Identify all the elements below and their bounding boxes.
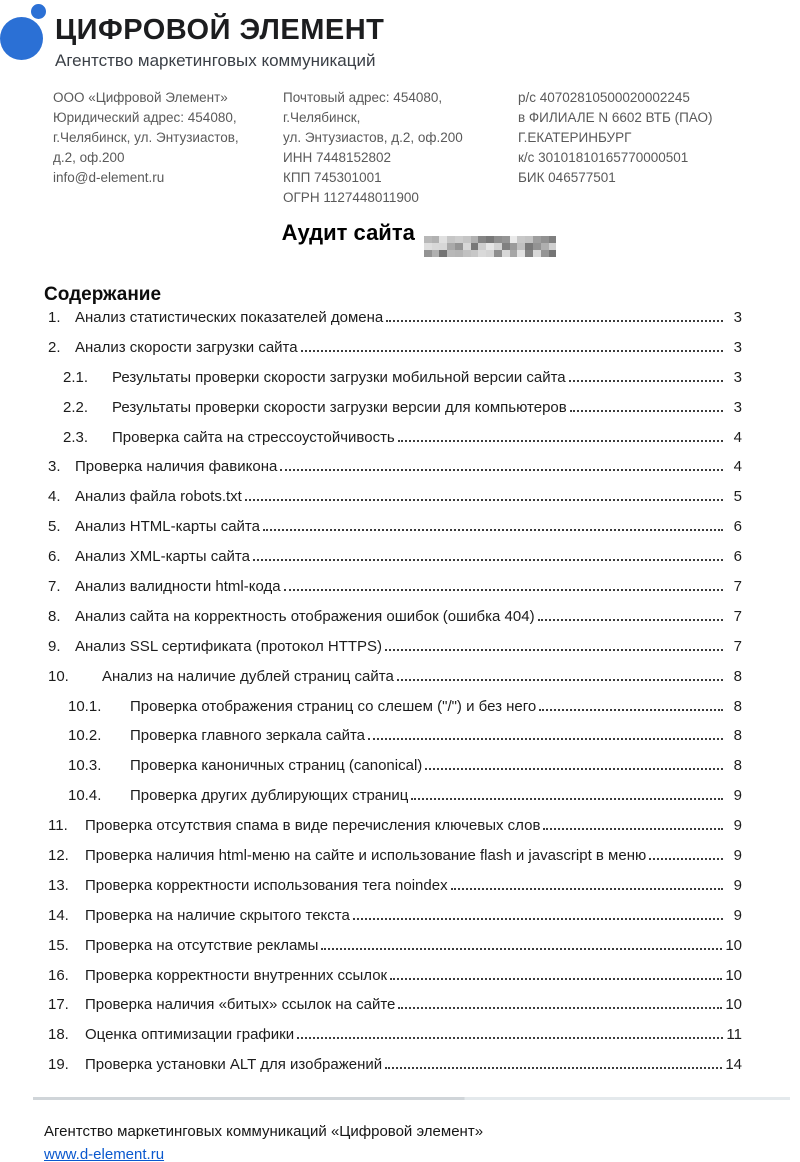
toc-entry-number: 10.4. [68, 787, 102, 805]
toc-entry-label: Анализ сайта на корректность отображения ошибок (ошибка 404) [75, 607, 535, 625]
toc-leader-dots [398, 995, 722, 1009]
toc-entry-page: 3 [733, 368, 742, 386]
toc-entry-page: 9 [733, 906, 742, 924]
toc-entry-page: 3 [733, 309, 742, 326]
toc-entry-page: 9 [733, 847, 742, 865]
toc-entry [0, 906, 742, 936]
toc-entry-number: 10.3. [68, 757, 102, 775]
toc-entry-page: 10 [725, 966, 742, 984]
toc-entry-label: Проверка корректности внутренних ссылок [85, 966, 388, 984]
toc-entry-label: Проверка корректности использования тега noindex [85, 876, 448, 894]
brand-tagline: Агентство маркетинговых коммуникаций [55, 51, 376, 70]
toc-entry [0, 1055, 742, 1085]
toc-leader-dots [411, 786, 723, 800]
toc-entry-page: 6 [733, 548, 742, 566]
brand-name: ЦИФРОВОЙ ЭЛЕМЕНТ [55, 14, 385, 46]
toc-entry [0, 637, 742, 667]
toc-entry-number: 10. [48, 667, 69, 685]
toc-entry-page: 7 [733, 607, 742, 625]
toc-entry-label: Анализ XML-карты сайта [75, 548, 250, 566]
toc-leader-dots [386, 308, 723, 322]
toc-entry-number: 7. [48, 578, 61, 596]
toc-entry-number: 2.1. [63, 368, 89, 386]
toc-entry-label: Анализ HTML-карты сайта [75, 518, 260, 536]
contact-line: к/с 30101810165770000501 [518, 150, 689, 165]
toc-entry-number: 10.1. [68, 697, 102, 715]
toc-entry-page: 9 [733, 787, 742, 805]
toc-entry [0, 487, 742, 517]
table-of-contents [0, 284, 742, 1085]
toc-entry-page: 8 [733, 757, 742, 775]
contact-line: ИНН 7448152802 [283, 150, 392, 165]
toc-leader-dots [297, 1025, 723, 1039]
toc-entry [0, 338, 742, 368]
toc-entry [0, 726, 742, 756]
toc-entry [0, 966, 742, 996]
toc-leader-dots [385, 1055, 722, 1069]
toc-entry-page: 10 [725, 936, 742, 954]
toc-entry-number: 18. [48, 1026, 69, 1044]
toc-leader-dots [538, 607, 723, 621]
toc-leader-dots [368, 726, 723, 740]
title-prefix: Аудит сайта [281, 220, 415, 245]
toc-entry [0, 398, 742, 428]
toc-entry-page: 11 [726, 1026, 742, 1044]
toc-entry-page: 5 [733, 488, 742, 506]
toc-list [0, 308, 742, 1085]
toc-entry-number: 12. [48, 847, 69, 865]
toc-entry-label: Анализ на наличие дублей страниц сайта [102, 667, 394, 685]
toc-leader-dots [543, 816, 723, 830]
contact-line: БИК 046577501 [518, 170, 616, 185]
toc-entry-label: Проверка сайта на стрессоустойчивость [112, 428, 395, 446]
toc-entry-label: Проверка наличия «битых» ссылок на сайте [85, 996, 396, 1014]
footer-divider [33, 1097, 790, 1100]
footer-website-link[interactable]: www.d-element.ru [44, 1146, 165, 1162]
contact-line: ОГРН 1127448011900 [283, 190, 419, 205]
toc-leader-dots [569, 368, 723, 382]
toc-entry-label: Оценка оптимизации графики [85, 1026, 295, 1044]
toc-entry [0, 577, 742, 607]
toc-leader-dots [253, 547, 723, 561]
toc-entry-label: Проверка установки ALT для изображений [85, 1056, 383, 1074]
toc-entry-label: Проверка отсутствия спама в виде перечисления ключевых слов [85, 817, 541, 835]
toc-entry-number: 14. [48, 906, 69, 924]
toc-entry [0, 457, 742, 487]
toc-entry [0, 1025, 742, 1055]
toc-leader-dots [397, 667, 723, 681]
contact-line: Юридический адрес: 454080, [53, 110, 237, 125]
toc-entry-page: 9 [733, 876, 742, 894]
document-title [0, 220, 800, 257]
redacted-site-name [424, 236, 557, 258]
toc-entry-label: Результаты проверки скорости загрузки версии для компьютеров [112, 398, 567, 416]
toc-leader-dots [649, 846, 723, 860]
toc-entry-page: 8 [733, 697, 742, 715]
toc-entry [0, 756, 742, 786]
toc-entry-number: 10.2. [68, 727, 102, 745]
toc-entry-label: Проверка главного зеркала сайта [130, 727, 365, 745]
toc-entry [0, 786, 742, 816]
toc-entry-number: 5. [48, 518, 61, 536]
toc-entry-number: 2. [48, 338, 61, 356]
logo-big-circle [0, 17, 43, 60]
toc-entry-label: Анализ статистических показателей домена [75, 309, 384, 326]
contact-column-bank [518, 88, 753, 188]
toc-leader-dots [425, 756, 723, 770]
contact-line: Г.ЕКАТЕРИНБУРГ [518, 130, 632, 145]
toc-entry [0, 995, 742, 1025]
toc-entry-label: Анализ SSL сертификата (протокол HTTPS) [75, 637, 383, 655]
toc-entry-number: 6. [48, 548, 61, 566]
toc-entry-number: 8. [48, 607, 61, 625]
toc-entry-label: Проверка других дублирующих страниц [130, 787, 409, 805]
toc-entry [0, 846, 742, 876]
toc-entry-page: 8 [733, 667, 742, 685]
toc-entry-label: Проверка наличия html-меню на сайте и использование flash и javascript в меню [85, 847, 647, 865]
toc-entry-number: 1. [48, 309, 61, 326]
toc-entry-label: Анализ валидности html-кода [75, 578, 281, 596]
toc-entry-number: 3. [48, 458, 61, 476]
contact-details [0, 88, 800, 205]
toc-leader-dots [301, 338, 723, 352]
toc-entry-label: Проверка наличия фавикона [75, 458, 278, 476]
contact-line: р/с 40702810500020002245 [518, 90, 690, 105]
contact-email: info@d-element.ru [53, 170, 165, 185]
toc-entry-page: 14 [725, 1056, 742, 1074]
toc-entry-number: 15. [48, 936, 69, 954]
contact-line: в ФИЛИАЛЕ N 6602 ВТБ (ПАО) [518, 110, 713, 125]
toc-leader-dots [398, 428, 723, 442]
toc-entry-label: Проверка на наличие скрытого текста [85, 906, 350, 924]
toc-entry-page: 4 [733, 458, 742, 476]
toc-entry-number: 9. [48, 637, 61, 655]
toc-leader-dots [321, 936, 722, 950]
toc-entry-page: 6 [733, 518, 742, 536]
toc-leader-dots [451, 876, 723, 890]
logo-small-circle [31, 4, 46, 19]
contact-line: ул. Энтузиастов, д.2, оф.200 [283, 130, 463, 145]
toc-entry-number: 11. [48, 817, 68, 835]
contact-line: ООО «Цифровой Элемент» [53, 90, 228, 105]
toc-entry-page: 3 [733, 398, 742, 416]
toc-leader-dots [539, 697, 723, 711]
toc-entry-page: 4 [733, 428, 742, 446]
toc-entry-label: Анализ файла robots.txt [75, 488, 242, 506]
toc-entry-page: 9 [733, 817, 742, 835]
toc-entry [0, 697, 742, 727]
toc-entry-page: 10 [725, 996, 742, 1014]
toc-entry-label: Анализ скорости загрузки сайта [75, 338, 298, 356]
toc-entry-number: 2.3. [63, 428, 89, 446]
toc-entry-number: 4. [48, 488, 61, 506]
toc-entry [0, 667, 742, 697]
contact-line: г.Челябинск, ул. Энтузиастов, [53, 130, 239, 145]
toc-entry [0, 368, 742, 398]
toc-entry-number: 16. [48, 966, 69, 984]
contact-line: д.2, оф.200 [53, 150, 125, 165]
toc-leader-dots [245, 487, 723, 501]
toc-entry-label: Проверка на отсутствие рекламы [85, 936, 319, 954]
toc-entry [0, 876, 742, 906]
toc-entry [0, 607, 742, 637]
toc-entry-number: 13. [48, 876, 69, 894]
toc-entry [0, 308, 742, 338]
toc-entry-page: 7 [733, 578, 742, 596]
toc-entry [0, 517, 742, 547]
toc-entry-number: 2.2. [63, 398, 89, 416]
toc-entry-number: 19. [48, 1056, 69, 1074]
toc-leader-dots [280, 457, 723, 471]
contact-line: Почтовый адрес: 454080, г.Челябинск, [283, 90, 443, 125]
toc-leader-dots [390, 966, 722, 980]
toc-entry-page: 7 [733, 637, 742, 655]
footer-agency-name: Агентство маркетинговых коммуникаций «Цифровой элемент» [44, 1123, 484, 1140]
contact-column-legal [53, 88, 278, 188]
toc-entry [0, 547, 742, 577]
toc-entry [0, 428, 742, 458]
toc-entry-number: 17. [48, 996, 69, 1014]
toc-entry-page: 3 [733, 338, 742, 356]
contact-column-postal [283, 88, 513, 208]
contact-line: КПП 745301001 [283, 170, 382, 185]
toc-entry-label: Проверка отображения страниц со слешем ("/") и без него [130, 697, 537, 715]
logo-circles-icon [0, 4, 50, 68]
toc-leader-dots [284, 577, 723, 591]
toc-leader-dots [570, 398, 723, 412]
toc-leader-dots [385, 637, 723, 651]
toc-entry-label: Результаты проверки скорости загрузки мобильной версии сайта [112, 368, 566, 386]
toc-entry-page: 8 [733, 727, 742, 745]
toc-heading: Содержание [44, 284, 162, 305]
toc-leader-dots [263, 517, 723, 531]
toc-entry-label: Проверка каноничных страниц (canonical) [130, 757, 423, 775]
toc-entry [0, 936, 742, 966]
toc-entry [0, 816, 742, 846]
toc-leader-dots [353, 906, 723, 920]
